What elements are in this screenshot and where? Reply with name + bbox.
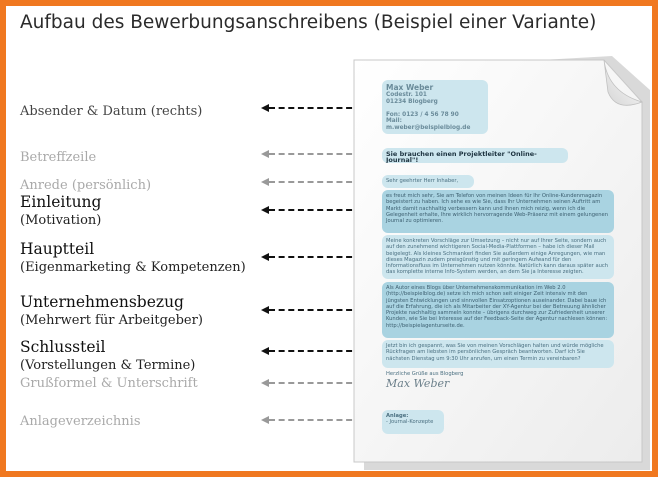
label-einleitung-sub: (Motivation) [20,213,102,228]
letter-attachment-box [382,410,444,434]
diagram-title: Aufbau des Bewerbungsanschreibens (Beispiel einer Variante) [20,12,597,33]
letter-greeting-box [382,368,482,404]
label-unternehmen [20,293,203,329]
label-schluss [20,338,195,374]
attachment-title: Anlage: [386,413,409,419]
label-schluss-main: Schlussteil [20,338,106,356]
label-absender: Absender & Datum (rechts) [20,104,203,119]
sender-mail: Mail: m.weber@beispielblog.de [386,118,471,132]
sender-street: Codestr. 101 [386,92,427,98]
sender-name: Max Weber [386,83,434,92]
letter-sender-box [382,80,488,134]
signature: Max Weber [386,377,450,391]
sender-phone: Fon: 0123 / 4 56 78 90 [386,111,459,118]
sender-city: 01234 Blogberg [386,98,438,105]
letter-company-box: Als Autor eines Blogs über Unternehmenskommunikation im Web 2.0 (http://beispielblog.de) setze ich mich schon seit einiger Zeit intensiv mit den jüngsten Entwicklungen und sinnvollen Einsatzoptionen auseinander. Dabei baue ich auf die Erfahrung, die ich als Mitarbeiter der XY-Agentur bei der Betreuung ähnlicher Projekte nachhaltig sammeln konnte – übrigens durchweg zur Zufriedenheit unserer Kunden, wie Sie bei Interesse auf der Feedback-Seite der Agentur nachlesen können: http://beispielagenturseite.de. [382,282,614,338]
greeting-text: Herzliche Grüße aus Blogberg [386,371,464,377]
label-unternehmen-main: Unternehmensbezug [20,293,184,311]
letter-closing-box: Jetzt bin ich gespannt, was Sie von meinen Vorschlägen halten und würde mögliche Rückfragen am liebsten im persönlichen Gespräch beantworten. Darf ich Sie nächsten Dienstag um 9:30 Uhr anrufen, um einen Termin zu vereinbaren? [382,340,614,368]
letter-main-box: Meine konkreten Vorschläge zur Umsetzung – nicht nur auf Ihrer Seite, sondern auch auf den zunehmend wichtigeren Social-Media-Plattformen – habe ich dieser Mail beigelegt. Als kleines Schmankerl finden Sie außerdem einige Anregungen, wie man dieses Magazin zudem preisgünstig und mit geringem Aufwand für den Informationsfluss im Unternehmen nutzen könnte. Natürlich kann daraus später auch das komplette interne Info-System werden, an dem Sie ja Interesse zeigten. [382,235,614,279]
label-einleitung [20,193,101,229]
label-hauptteil [20,240,246,276]
letter-intro-box: es freut mich sehr, Sie am Telefon von meinen Ideen für Ihr Online-Kundenmagazin begeistert zu haben. Ich sehe es wie Sie, dass Ihr Unternehmen seinen Auftritt am Markt damit nachhaltig verbessern kann und Ihnen mich reizig, wenn ich die Gelegenheit erhalte, Ihre wirklich hervorragende Web-Präsenz mit einem gelungenen Journal zu optimieren. [382,190,614,233]
label-gruss: Grußformel & Unterschrift [20,376,198,391]
label-unternehmen-sub: (Mehrwert für Arbeitgeber) [20,313,203,328]
letter-salutation-box: Sehr geehrter Herr Inhaber, [382,175,474,188]
label-anlage: Anlageverzeichnis [20,414,141,429]
label-betreff: Betreffzeile [20,150,97,165]
label-hauptteil-main: Hauptteil [20,240,95,258]
label-hauptteil-sub: (Eigenmarketing & Kompetenzen) [20,260,246,275]
label-einleitung-main: Einleitung [20,193,102,211]
label-schluss-sub: (Vorstellungen & Termine) [20,358,196,373]
label-anrede: Anrede (persönlich) [20,178,152,193]
letter-subject-box: Sie brauchen einen Projektleiter "Online-Journal"! [382,148,568,163]
attachment-item: - Journal-Konzepte [386,419,434,426]
